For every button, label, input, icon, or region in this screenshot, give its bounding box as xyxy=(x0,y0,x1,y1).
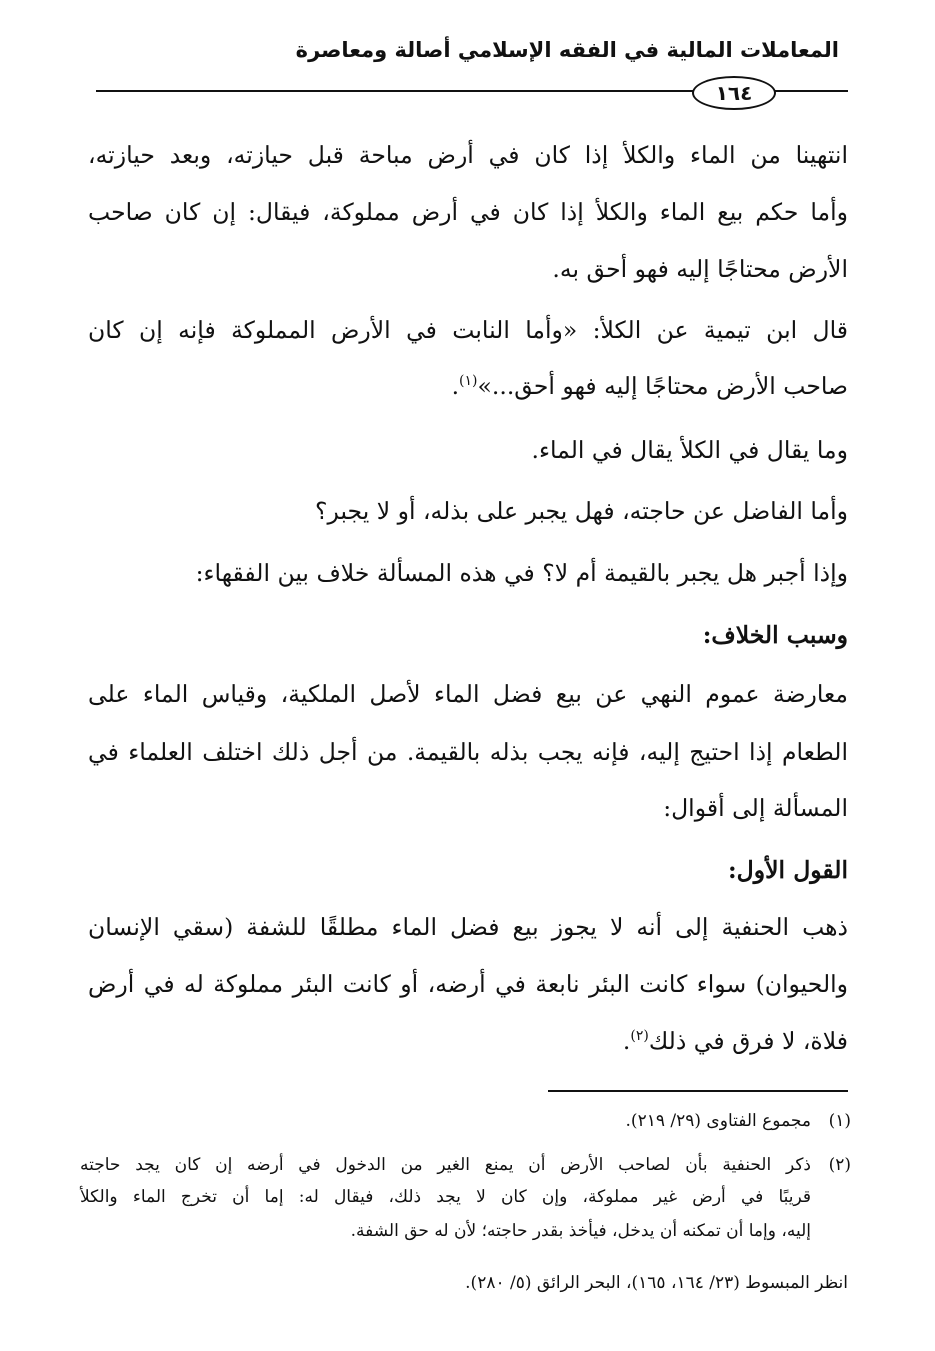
footnote-1-number: (١) xyxy=(828,1111,851,1131)
paragraph-2-line-2 xyxy=(452,369,848,403)
footnote-2-number: (٢) xyxy=(828,1155,851,1175)
paragraph-2-line-2-text: صاحب الأرض محتاجًا إليه فهو أحق...» xyxy=(477,372,848,400)
heading-first-opinion: القول الأول: xyxy=(727,856,848,884)
paragraph-6-line-2: الطعام إذا احتيج إليه، فإنه يجب بذله بالقيمة. من أجل ذلك اختلف العلماء في xyxy=(88,738,848,766)
paragraph-6-line-1: معارضة عموم النهي عن بيع فضل الماء لأصل الملكية، وقياس الماء على xyxy=(88,680,848,708)
paragraph-5: وإذا أجبر هل يجبر بالقيمة أم لا؟ في هذه المسألة خلاف بين الفقهاء: xyxy=(195,559,848,587)
footnote-2-line-2: قريبًا في أرض غير مملوكة، وإن كان لا يجد ذلك، فيقال له: إما أن تخرج الماء والكلأ xyxy=(80,1187,811,1207)
paragraph-1-line-1: انتهينا من الماء والكلأ إذا كان في أرض مباحة قبل حيازته، وبعد حيازته، xyxy=(88,141,848,169)
paragraph-6-line-3: المسألة إلى أقوال: xyxy=(663,794,848,822)
paragraph-3: وما يقال في الكلأ يقال في الماء. xyxy=(531,436,848,464)
paragraph-4: وأما الفاضل عن حاجته، فهل يجبر على بذله، أو لا يجبر؟ xyxy=(315,497,848,525)
paragraph-7-line-2: والحيوان) سواء كانت البئر نابعة في أرضه، أو كانت البئر مملوكة له في أرض xyxy=(88,970,848,998)
paragraph-2-line-1: قال ابن تيمية عن الكلأ: «وأما النابت في الأرض المملوكة فإنه إن كان xyxy=(88,316,848,344)
page-number: ١٦٤ xyxy=(692,76,776,110)
footnote-ref-2: (٢) xyxy=(630,1028,649,1045)
footnote-2-line-1: ذكر الحنفية بأن لصاحب الأرض أن يمنع الغير من الدخول في أرضه إن كان يجد حاجته xyxy=(80,1155,811,1175)
footnote-2-line-4: انظر المبسوط (٢٣/ ١٦٤، ١٦٥)، البحر الرائق (٥/ ٢٨٠). xyxy=(465,1273,848,1293)
footnote-rule xyxy=(548,1090,848,1092)
paragraph-7-line-1: ذهب الحنفية إلى أنه لا يجوز بيع فضل الماء مطلقًا للشفة (سقي الإنسان xyxy=(88,913,848,941)
paragraph-7-line-3-end: . xyxy=(622,1027,631,1055)
paragraph-1-line-2: وأما حكم بيع الماء والكلأ إذا كان في أرض مملوكة، فيقال: إن كان صاحب xyxy=(88,198,848,226)
paragraph-7-line-3 xyxy=(623,1024,848,1058)
footnote-ref-1: (١) xyxy=(459,373,478,390)
heading-reason: وسبب الخلاف: xyxy=(702,621,848,649)
paragraph-7-line-3-text: فلاة، لا فرق في ذلك xyxy=(648,1027,848,1055)
footnote-1-text: مجموع الفتاوى (٢٩/ ٢١٩). xyxy=(625,1111,811,1131)
footnote-2-line-3: إليه، وإما أن تمكنه أن يدخل، فيأخذ بقدر حاجته؛ لأن له حق الشفة. xyxy=(350,1221,811,1241)
paragraph-2-line-2-end: . xyxy=(451,372,460,400)
paragraph-1-line-3: الأرض محتاجًا إليه فهو أحق به. xyxy=(552,255,848,283)
running-title: المعاملات المالية في الفقه الإسلامي أصالة ومعاصرة xyxy=(295,38,839,62)
